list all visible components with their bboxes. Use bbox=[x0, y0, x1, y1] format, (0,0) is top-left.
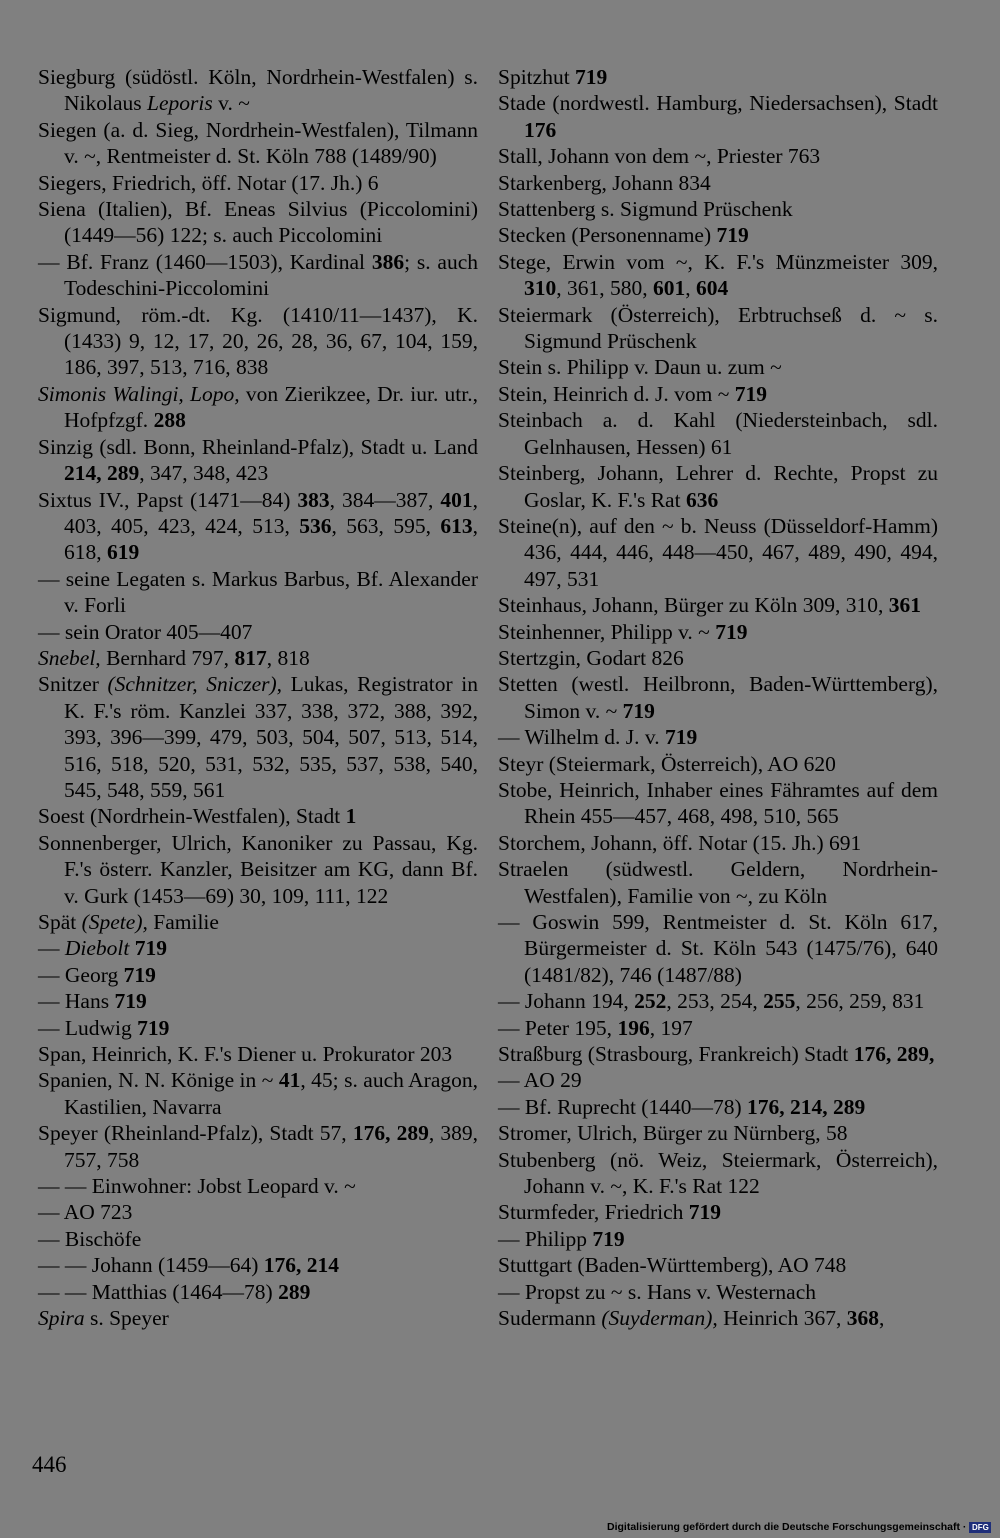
entry-text: 601 bbox=[653, 276, 686, 301]
entry-text: Spira bbox=[38, 1306, 85, 1331]
entry-text: Heinrich 367, bbox=[717, 1306, 847, 1331]
index-entry bbox=[38, 64, 478, 117]
entry-text: 613 bbox=[440, 513, 473, 538]
entry-text: 288 bbox=[153, 408, 186, 433]
entry-text: 719 bbox=[592, 1226, 625, 1251]
entry-text: 719 bbox=[664, 725, 698, 750]
index-entry bbox=[498, 249, 938, 302]
entry-text: , 253, 254, bbox=[666, 989, 764, 1014]
index-entry bbox=[498, 143, 938, 169]
entry-text: , 384—387, bbox=[329, 487, 441, 512]
entry-text: Stertzgin, Godart 826 bbox=[498, 645, 684, 670]
entry-text: Steinbach a. d. Kahl (Niedersteinbach, sdl. Gelnhausen, Hessen) 61 bbox=[498, 408, 938, 459]
entry-text: 1 bbox=[345, 804, 357, 829]
entry-text: 719 bbox=[137, 1015, 170, 1040]
index-entry bbox=[38, 962, 478, 988]
entry-text: , 403, 405, 423, 424, 513, bbox=[64, 487, 478, 538]
index-entry bbox=[38, 803, 478, 829]
index-column-right bbox=[498, 64, 938, 1332]
entry-text: Spitzhut bbox=[498, 65, 576, 89]
entry-text: , 563, 595, bbox=[331, 513, 441, 538]
entry-text: , 256, 259, 831 bbox=[795, 989, 925, 1014]
entry-text: Siegburg (südöstl. Köln, Nordrhein-Westfalen) s. Nikolaus bbox=[38, 65, 478, 116]
entry-text: Snitzer bbox=[38, 672, 108, 697]
entry-text: — — Johann (1459—64) bbox=[38, 1253, 264, 1278]
entry-text: 310 bbox=[524, 276, 557, 301]
entry-text: , 818 bbox=[266, 645, 310, 670]
entry-text: Stuttgart (Baden-Württemberg), AO 748 bbox=[498, 1253, 847, 1278]
entry-text: , 389, 757, 758 bbox=[64, 1121, 478, 1172]
index-entry bbox=[38, 988, 478, 1014]
entry-text: , bbox=[685, 276, 696, 301]
index-entry bbox=[38, 566, 478, 619]
digitization-footer bbox=[607, 1521, 991, 1533]
index-entry bbox=[498, 222, 938, 248]
entry-text: Steinhaus, Johann, Bürger zu Köln 309, 310, bbox=[498, 593, 889, 618]
entry-text: — Goswin 599, Rentmeister d. St. Köln 617, Bürgermeister d. St. Köln 543 (1475/76), 640 (1481/82), 746 (1487/88) bbox=[498, 910, 938, 987]
index-entry bbox=[38, 1305, 478, 1331]
index-entry bbox=[498, 354, 938, 380]
entry-text: Stecken (Personenname) bbox=[498, 223, 717, 248]
entry-text: Stobe, Heinrich, Inhaber eines Fähramtes auf dem Rhein 455—457, 468, 498, 510, 565 bbox=[498, 777, 938, 829]
index-entry bbox=[498, 513, 938, 592]
entry-text: 361 bbox=[888, 593, 921, 618]
entry-text: — Bischöfe bbox=[38, 1226, 142, 1251]
entry-text: Speyer (Rheinland-Pfalz), Stadt 57, bbox=[38, 1121, 353, 1146]
entry-text: Siegers, Friedrich, öff. Notar (17. Jh.) 6 bbox=[38, 170, 379, 195]
entry-text: ; s. auch Todeschini-Piccolomini bbox=[64, 249, 478, 301]
entry-text: 368 bbox=[846, 1306, 879, 1331]
index-entry bbox=[38, 196, 478, 249]
entry-text: Sinzig (sdl. Bonn, Rheinland-Pfalz), Stadt u. Land bbox=[38, 434, 478, 459]
index-entry bbox=[498, 460, 938, 513]
index-entry bbox=[498, 830, 938, 856]
index-entry bbox=[38, 1120, 478, 1173]
entry-text: Lukas, Registrator in K. F.'s röm. Kanzlei 337, 338, 372, 388, 392, 393, 396—399, 479, 503, 504, 507, 513, 514, 516, 518, 520, 531, 532, 535, 537, 538, 540, 545, 548, 559, 561 bbox=[64, 672, 478, 802]
entry-text: Diebolt bbox=[64, 936, 130, 961]
index-entry bbox=[38, 170, 478, 196]
index-entry bbox=[498, 1120, 938, 1146]
entry-text: 719 bbox=[134, 936, 167, 961]
entry-text: 619 bbox=[107, 540, 140, 565]
entry-text: — Philipp bbox=[498, 1226, 593, 1251]
entry-text: Sudermann bbox=[498, 1306, 602, 1331]
entry-text: — Bf. Franz (1460—1503), Kardinal bbox=[38, 249, 372, 274]
entry-text: 719 bbox=[715, 619, 748, 644]
entry-text: Straelen (südwestl. Geldern, Nordrhein-Westfalen), Familie von ~, zu Köln bbox=[498, 857, 938, 908]
entry-text: Stein, Heinrich d. J. vom ~ bbox=[498, 381, 735, 406]
entry-text: Steine(n), auf den ~ b. Neuss (Düsseldorf-Hamm) 436, 444, 446, 448—450, 467, 489, 490, 494, 497, 531 bbox=[498, 513, 938, 591]
entry-text: Steinberg, Johann, Lehrer d. Rechte, Propst zu Goslar, K. F.'s Rat bbox=[498, 461, 938, 512]
index-entry bbox=[498, 1226, 938, 1252]
entry-text: Stein s. Philipp v. Daun u. zum ~ bbox=[498, 355, 782, 380]
entry-text: 176, 289 bbox=[352, 1121, 429, 1146]
entry-text: Stall, Johann von dem ~, Priester 763 bbox=[498, 144, 821, 169]
index-entry bbox=[38, 909, 478, 935]
index-entry bbox=[498, 724, 938, 750]
index-entry bbox=[498, 90, 938, 143]
entry-text: Starkenberg, Johann 834 bbox=[498, 170, 711, 195]
entry-text: — Georg bbox=[38, 962, 124, 987]
entry-text: 719 bbox=[575, 65, 608, 89]
entry-text: Straßburg (Strasbourg, Frankreich) Stadt bbox=[498, 1042, 854, 1067]
entry-text: 383 bbox=[297, 487, 330, 512]
entry-text: Simonis Walingi, Lopo, bbox=[38, 381, 240, 406]
entry-text: 252 bbox=[634, 989, 667, 1014]
entry-text: Steiermark (Österreich), Erbtruchseß d. ~ s. Sigmund Prüschenk bbox=[498, 302, 938, 354]
entry-text: von Zierikzee, Dr. iur. utr., Hofpfzgf. bbox=[64, 381, 479, 433]
entry-text: (Spete), bbox=[81, 910, 148, 934]
entry-text: 817 bbox=[234, 645, 267, 670]
entry-text: — seine Legaten s. Markus Barbus, Bf. Alexander v. Forli bbox=[38, 566, 478, 618]
entry-text: 386 bbox=[371, 249, 405, 274]
index-entry bbox=[38, 1226, 478, 1252]
index-entry bbox=[38, 1279, 478, 1305]
index-entry bbox=[498, 302, 938, 355]
entry-text: Spät bbox=[38, 910, 82, 934]
index-entry bbox=[498, 1094, 938, 1120]
entry-text: , 618, bbox=[64, 513, 478, 565]
entry-text: Steinhenner, Philipp v. ~ bbox=[498, 619, 716, 644]
index-entry bbox=[38, 935, 478, 961]
entry-text: , 45; s. auch Aragon, Kastilien, Navarra bbox=[64, 1068, 479, 1119]
index-entry bbox=[498, 1041, 938, 1067]
entry-text: Leporis bbox=[147, 91, 213, 116]
index-entry bbox=[498, 592, 938, 618]
entry-text: — — Einwohner: Jobst Leopard v. ~ bbox=[38, 1174, 356, 1199]
entry-text: Stubenberg (nö. Weiz, Steiermark, Österreich), Johann v. ~, K. F.'s Rat 122 bbox=[498, 1147, 938, 1199]
index-entry bbox=[38, 645, 478, 671]
index-entry bbox=[498, 645, 938, 671]
entry-text: 401 bbox=[440, 487, 473, 512]
index-entry bbox=[498, 1252, 938, 1278]
entry-text: , 361, 580, bbox=[556, 276, 653, 301]
index-entry bbox=[38, 1173, 478, 1199]
entry-text: Stetten (westl. Heilbronn, Baden-Württemberg), Simon v. ~ bbox=[498, 672, 938, 723]
entry-text: — Bf. Ruprecht (1440—78) bbox=[498, 1094, 748, 1119]
entry-text: Stege, Erwin vom ~, K. F.'s Münzmeister 309, bbox=[498, 249, 938, 274]
index-entry bbox=[498, 671, 938, 724]
page-number: 446 bbox=[32, 1452, 67, 1477]
entry-text: Siena (Italien), Bf. Eneas Silvius (Piccolomini) (1449—56) 122; s. auch Piccolomini bbox=[38, 197, 478, 248]
index-entry bbox=[498, 856, 938, 909]
index-entry bbox=[38, 381, 478, 434]
index-entry bbox=[498, 1305, 938, 1331]
index-column-left bbox=[38, 64, 478, 1332]
entry-text: 214, 289 bbox=[64, 461, 140, 486]
index-entry bbox=[498, 1199, 938, 1225]
entry-text: 719 bbox=[622, 698, 655, 723]
entry-text: Spanien, N. N. Könige in ~ bbox=[38, 1068, 279, 1093]
index-entry bbox=[38, 434, 478, 487]
entry-text: Sonnenberger, Ulrich, Kanoniker zu Passau, Kg. F.'s österr. Kanzler, Beisitzer am KG, dann Bf. v. Gurk (1453—69) 30, 109, 111, 122 bbox=[38, 830, 478, 908]
index-entry bbox=[498, 777, 938, 830]
entry-text: 719 bbox=[716, 223, 749, 248]
entry-text: Snebel, bbox=[38, 645, 101, 670]
entry-text: 176, 214, 289 bbox=[747, 1094, 866, 1119]
entry-text: Bernhard 797, bbox=[100, 645, 235, 670]
entry-text: 719 bbox=[114, 989, 147, 1014]
entry-text: Stromer, Ulrich, Bürger zu Nürnberg, 58 bbox=[498, 1121, 848, 1146]
entry-text: — AO 723 bbox=[38, 1200, 133, 1225]
index-entry bbox=[38, 830, 478, 909]
entry-text: Soest (Nordrhein-Westfalen), Stadt bbox=[38, 804, 346, 829]
index-entry bbox=[498, 909, 938, 988]
entry-text: Sigmund, röm.-dt. Kg. (1410/11—1437), K. (1433) 9, 12, 17, 20, 26, 28, 36, 67, 104, 159, 186, 397, 513, 716, 838 bbox=[38, 302, 478, 380]
entry-text: Storchem, Johann, öff. Notar (15. Jh.) 691 bbox=[498, 830, 862, 855]
index-entry bbox=[498, 170, 938, 196]
entry-text: Span, Heinrich, K. F.'s Diener u. Prokurator 203 bbox=[38, 1042, 453, 1067]
index-entry bbox=[38, 671, 478, 803]
entry-text: — Hans bbox=[38, 989, 115, 1014]
index-entry bbox=[498, 1015, 938, 1041]
entry-text: , bbox=[878, 1306, 885, 1331]
footer-text: Digitalisierung gefördert durch die Deutsche Forschungsgemeinschaft · bbox=[607, 1521, 967, 1533]
entry-text: v. ~ bbox=[212, 91, 250, 116]
entry-text: — — Matthias (1464—78) bbox=[38, 1279, 279, 1304]
index-entry bbox=[498, 196, 938, 222]
index-entry bbox=[498, 619, 938, 645]
entry-text: — AO 29 bbox=[498, 1068, 582, 1093]
entry-text: Stade (nordwestl. Hamburg, Niedersachsen), Stadt bbox=[498, 91, 938, 116]
index-entry bbox=[498, 407, 938, 460]
entry-text: — Ludwig bbox=[38, 1015, 138, 1040]
index-entry bbox=[498, 64, 938, 90]
entry-text: — Propst zu ~ s. Hans v. Westernach bbox=[498, 1279, 817, 1304]
entry-text: Siegen (a. d. Sieg, Nordrhein-Westfalen), Tilmann v. ~, Rentmeister d. St. Köln 788 (1489/90) bbox=[38, 117, 478, 169]
index-entry bbox=[498, 1067, 938, 1093]
entry-text: 719 bbox=[734, 381, 768, 406]
entry-text: — Peter 195, bbox=[498, 1015, 618, 1040]
index-entry bbox=[498, 1279, 938, 1305]
index-entry bbox=[38, 302, 478, 381]
entry-text: 176 bbox=[524, 117, 557, 142]
entry-text: 176, 289, bbox=[853, 1042, 935, 1067]
entry-text: 41 bbox=[278, 1068, 301, 1093]
index-entry bbox=[498, 381, 938, 407]
entry-text: (Suyderman), bbox=[601, 1306, 718, 1331]
entry-text: 604 bbox=[696, 276, 729, 301]
entry-text: , 347, 348, 423 bbox=[139, 461, 269, 486]
index-entry bbox=[38, 249, 478, 302]
entry-text: 196 bbox=[617, 1015, 650, 1040]
entry-text: Stattenberg s. Sigmund Prüschenk bbox=[498, 197, 793, 222]
index-entry bbox=[38, 1199, 478, 1225]
entry-text: Sturmfeder, Friedrich bbox=[498, 1200, 689, 1225]
entry-text: 536 bbox=[299, 513, 332, 538]
entry-text: — sein Orator 405—407 bbox=[38, 619, 253, 644]
index-entry bbox=[38, 487, 478, 566]
index-entry bbox=[498, 751, 938, 777]
index-entry bbox=[38, 619, 478, 645]
entry-text: Familie bbox=[147, 910, 219, 934]
index-entry bbox=[498, 1147, 938, 1200]
index-entry bbox=[38, 1067, 478, 1120]
entry-text: Steyr (Steiermark, Österreich), AO 620 bbox=[498, 751, 836, 776]
entry-text: Sixtus IV., Papst (1471—84) bbox=[38, 487, 298, 512]
entry-text: 636 bbox=[685, 487, 719, 512]
index-entry bbox=[498, 988, 938, 1014]
entry-text: s. Speyer bbox=[84, 1306, 169, 1331]
entry-text: 255 bbox=[763, 989, 796, 1014]
index-entry bbox=[38, 1015, 478, 1041]
entry-text: 719 bbox=[688, 1200, 722, 1225]
index-entry bbox=[38, 1252, 478, 1278]
entry-text: 289 bbox=[278, 1279, 311, 1304]
entry-text: — Johann 194, bbox=[498, 989, 635, 1014]
entry-text: 719 bbox=[123, 962, 156, 987]
entry-text: — bbox=[38, 936, 65, 961]
index-entry bbox=[38, 117, 478, 170]
index-entry bbox=[38, 1041, 478, 1067]
entry-text: — Wilhelm d. J. v. bbox=[498, 725, 665, 750]
entry-text: , 197 bbox=[649, 1015, 693, 1040]
dfg-logo: DFG bbox=[969, 1522, 991, 1533]
entry-text: (Schnitzer, Sniczer), bbox=[107, 672, 283, 697]
entry-text: 176, 214 bbox=[263, 1253, 339, 1278]
